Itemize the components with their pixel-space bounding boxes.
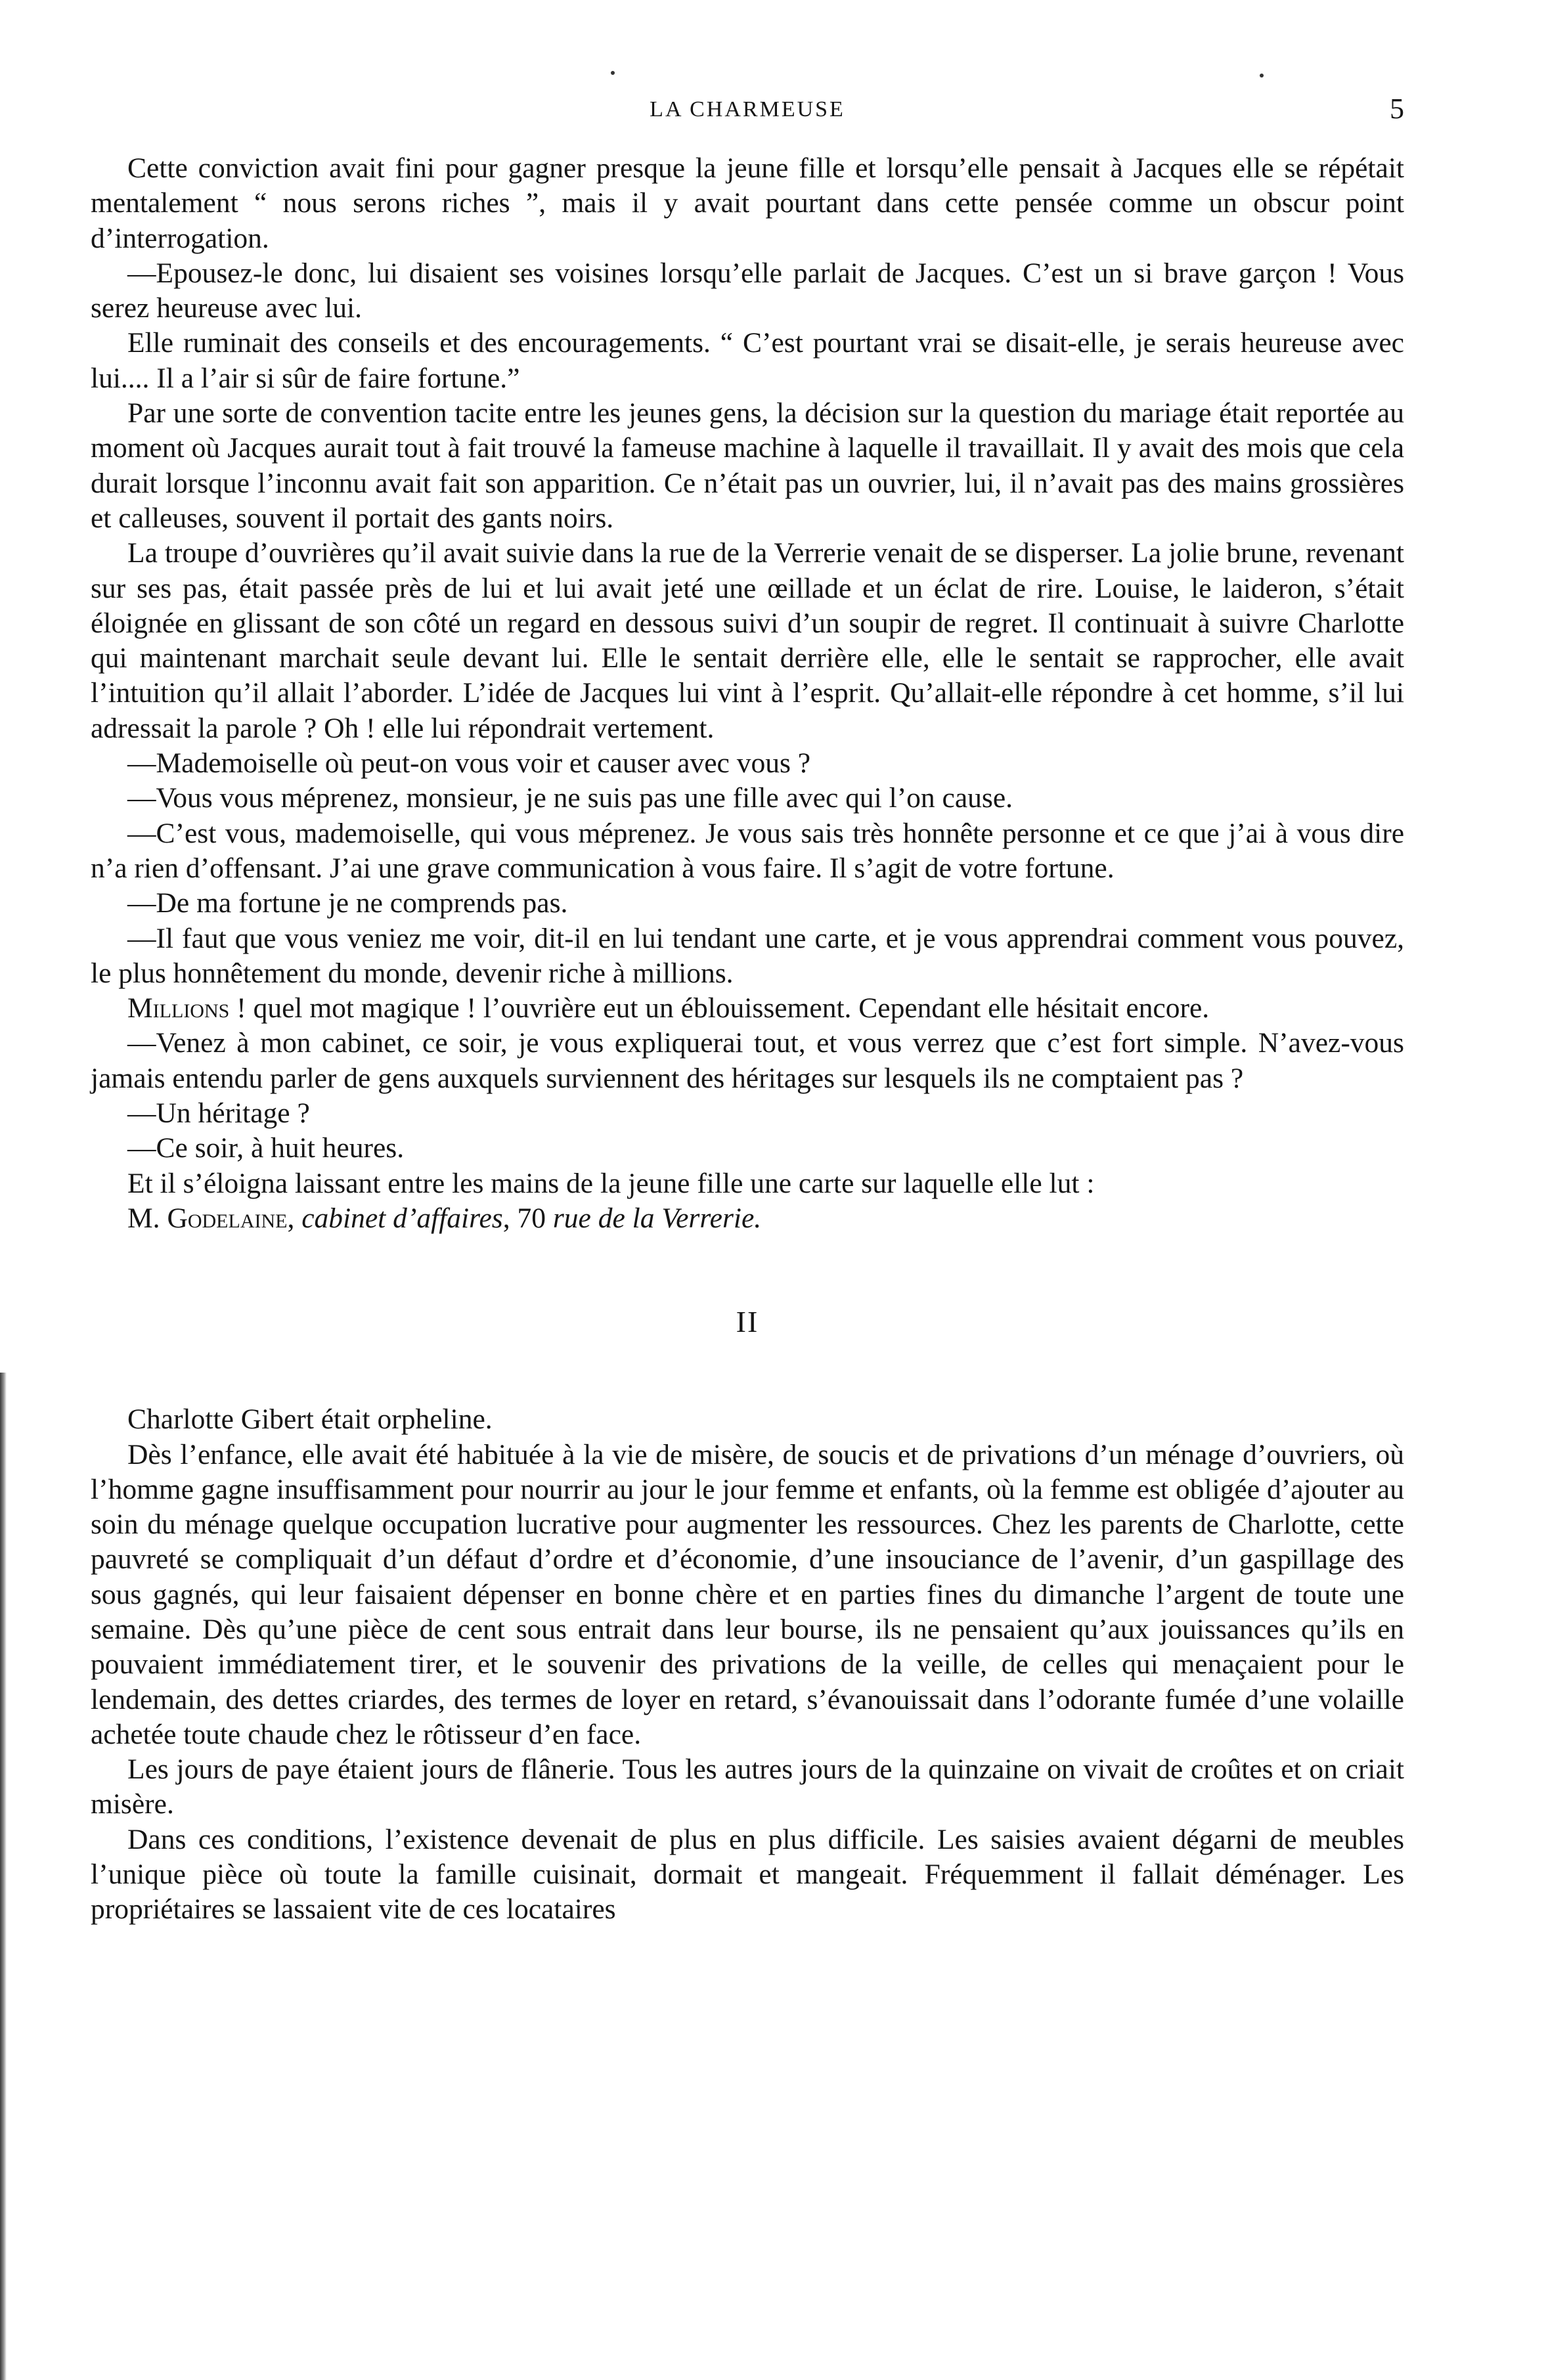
page-edge-shadow xyxy=(0,1373,7,2380)
card-name: Godelaine xyxy=(167,1202,288,1234)
paragraph: Cette conviction avait fini pour gagner presque la jeune fille et lorsqu’elle pensait à Jacques elle se répétait mentalement “ nous serons riches ”, mais il y avait pourtant dans cette pensée comme un obscur point d’interrogation. xyxy=(91,152,1404,254)
dialogue-line: —Venez à mon cabinet, ce soir, je vous expliquerai tout, et vous verrez que c’est fort simple. N’avez-vous jamais entendu parler de gens auxquels surviennent des héritages sur lesquels ils ne comptaient pas ? xyxy=(91,1027,1404,1094)
card-separator: , xyxy=(287,1202,302,1234)
emphasis-word: Millions xyxy=(127,992,230,1025)
paragraph: Dans ces conditions, l’existence devenait de plus en plus difficile. Les saisies avaient dégarni de meubles l’unique pièce où toute la famille cuisinait, dormait et mangeait. Fréquemment il fallait déménager. Les propriétaires se lassaient vite de ces locataires xyxy=(91,1823,1404,1926)
chapter-heading: II xyxy=(736,1305,759,1339)
paragraph-rest: ! quel mot magique ! l’ouvrière eut un éblouissement. Cependant elle hésitait encore. xyxy=(229,992,1210,1025)
paragraph: Et il s’éloigna laissant entre les mains de la jeune fille une carte sur laquelle elle lut : xyxy=(127,1167,1095,1199)
section-1-text xyxy=(91,151,1404,1236)
dialogue-line: —De ma fortune je ne comprends pas. xyxy=(127,887,568,919)
running-title: LA CHARMEUSE xyxy=(650,97,845,121)
ink-speck xyxy=(611,71,615,75)
running-header xyxy=(91,85,1404,138)
card-cabinet: cabinet d’affaires xyxy=(301,1202,503,1234)
dialogue-line: —Mademoiselle où peut-on vous voir et causer avec vous ? xyxy=(127,747,811,780)
paragraph: Charlotte Gibert était orpheline. xyxy=(127,1403,493,1436)
dialogue-line: —Un héritage ? xyxy=(127,1097,310,1130)
card-prefix: M. xyxy=(127,1202,167,1234)
business-card-text xyxy=(91,1201,1404,1236)
dialogue-line: —Ce soir, à huit heures. xyxy=(127,1132,405,1164)
paragraph xyxy=(91,991,1404,1026)
paragraph: Elle ruminait des conseils et des encouragements. “ C’est pourtant vrai se disait-elle, je serais heureuse avec lui.... Il a l’air si sûr de faire fortune.” xyxy=(91,327,1404,394)
dialogue-line: —Vous vous méprenez, monsieur, je ne suis pas une fille avec qui l’on cause. xyxy=(127,782,1013,814)
dialogue-line: —Il faut que vous veniez me voir, dit-il en lui tendant une carte, et je vous apprendrai comment vous pouvez, le plus honnêtement du monde, devenir riche à millions. xyxy=(91,922,1404,989)
card-address-number: , 70 xyxy=(502,1202,553,1234)
dialogue-line: —C’est vous, mademoiselle, qui vous méprenez. Je vous sais très honnête personne et ce que j’ai à vous dire n’a rien d’offensant. J’ai une grave communication à vous faire. Il s’agit de votre fortune. xyxy=(91,817,1404,884)
page xyxy=(91,85,1404,1928)
paragraph: Par une sorte de convention tacite entre les jeunes gens, la décision sur la question du mariage était reportée au moment où Jacques aurait tout à fait trouvé la fameuse machine à laquelle il travaillait. Il y avait des mois que cela durait lorsque l’inconnu avait fait son apparition. Ce n’était pas un ouvrier, lui, il n’avait pas des mains grossières et calleuses, souvent il portait des gants noirs. xyxy=(91,397,1404,534)
paragraph: Les jours de paye étaient jours de flânerie. Tous les autres jours de la quinzaine on vivait de croûtes et on criait misère. xyxy=(91,1753,1404,1820)
paragraph: —Epousez-le donc, lui disaient ses voisines lorsqu’elle parlait de Jacques. C’est un si brave garçon ! Vous serez heureuse avec lui. xyxy=(91,257,1404,324)
paragraph: La troupe d’ouvrières qu’il avait suivie dans la rue de la Verrerie venait de se disperser. La jolie brune, revenant sur ses pas, était passée près de lui et lui avait jeté une œillade et un éclat de rire. Louise, le laideron, s’était éloignée en glissant de son côté un regard en dessous suivi d’un soupir de regret. Il continuait à suivre Charlotte qui maintenant marchait seule devant lui. Elle le sentait derrière elle, elle le sentait se rapprocher, elle avait l’intuition qu’il allait l’aborder. L’idée de Jacques lui vint à l’esprit. Qu’allait-elle répondre à cet homme, s’il lui adressait la parole ? Oh ! elle lui répondrait vertement. xyxy=(91,537,1404,744)
paragraph: Dès l’enfance, elle avait été habituée à la vie de misère, de soucis et de privations d’un ménage d’ouvriers, où l’homme gagne insuffisamment pour nourrir au jour le jour femme et enfants, où la femme est obligée d’ajouter au soin du ménage quelque occupation lucrative pour augmenter les ressources. Chez les parents de Charlotte, cette pauvreté se compliquait d’un défaut d’ordre et d’économie, d’une insouciance de l’avenir, d’un gaspillage des sous gagnés, qui leur faisaient dépenser en bonne chère et en parties fines du dimanche l’argent de toute une semaine. Dès qu’une pièce de cent sous entrait dans leur bourse, ils ne pensaient qu’aux jouissances qu’ils en pouvaient immédiatement tirer, et le souvenir des privations de la veille, de celles qui menaçaient pour le lendemain, des dettes criardes, des termes de loyer en retard, s’évanouissait dans l’odorante fumée d’une volaille achetée toute chaude chez le rôtisseur d’en face. xyxy=(91,1438,1404,1750)
section-2-text xyxy=(91,1402,1404,1927)
card-street: rue de la Verrerie. xyxy=(552,1202,762,1234)
page-number: 5 xyxy=(1390,93,1404,125)
ink-speck xyxy=(1260,74,1264,77)
